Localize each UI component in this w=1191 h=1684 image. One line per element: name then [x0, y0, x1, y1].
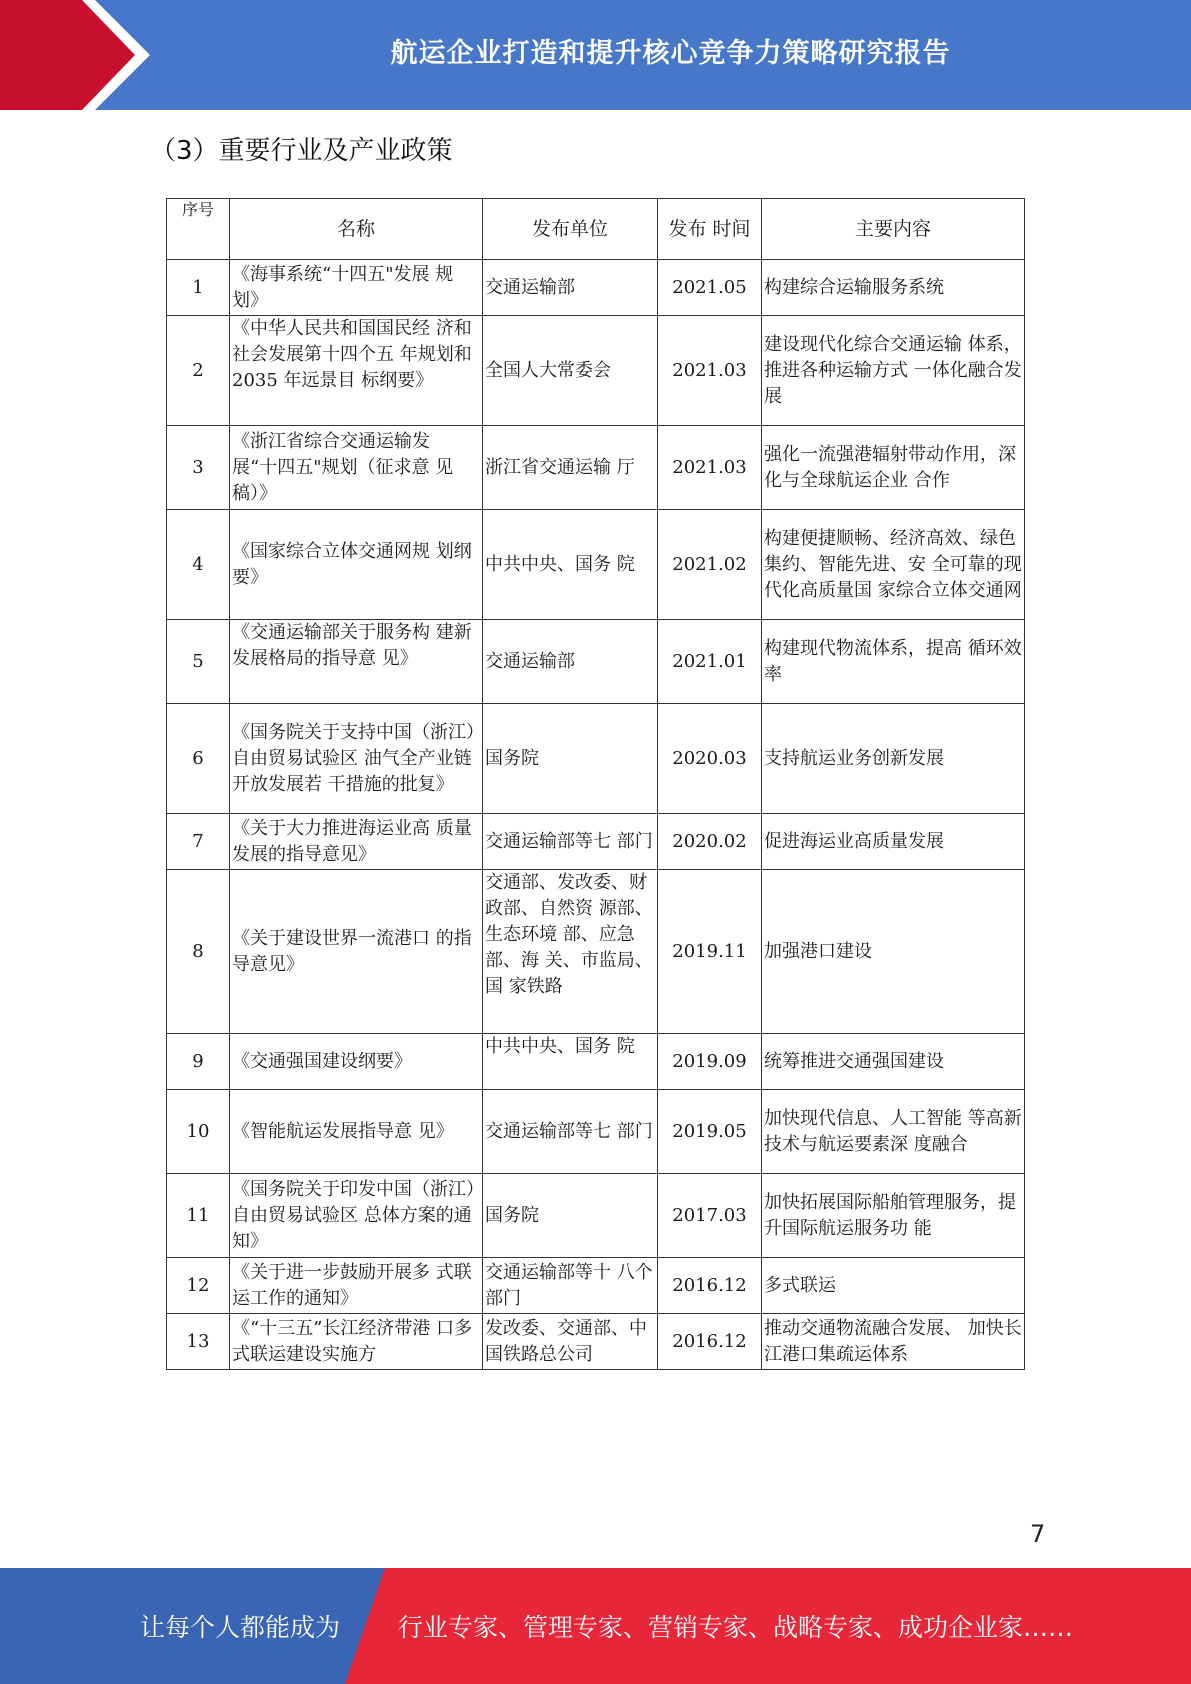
cell-name: 《交通强国建设纲要》	[230, 1034, 483, 1090]
cell-no: 4	[167, 510, 230, 620]
cell-name: 《海事系统“十四五"发展 规划》	[230, 260, 483, 316]
cell-publisher: 国务院	[483, 1174, 658, 1258]
cell-name: 《中华人民共和国国民经 济和社会发展第十四个五 年规划和 2035 年远景目 标纲要》	[230, 316, 483, 426]
footer-slogan-left: 让每个人都能成为	[140, 1613, 341, 1642]
cell-content: 建设现代化综合交通运输 体系，推进各种运输方式 一体化融合发展	[762, 316, 1025, 426]
cell-no: 8	[167, 870, 230, 1034]
table-row	[167, 814, 1025, 870]
report-title: 航运企业打造和提升核心竞争力策略研究报告	[390, 37, 951, 69]
cell-no: 2	[167, 316, 230, 426]
header-no: 序号	[167, 199, 230, 260]
cell-name: 《交通运输部关于服务构 建新发展格局的指导意 见》	[230, 620, 483, 704]
page-header	[0, 0, 1191, 110]
cell-publisher: 中共中央、国务 院	[483, 510, 658, 620]
cell-date: 2021.02	[658, 510, 762, 620]
header-publisher: 发布单位	[483, 199, 658, 260]
cell-content: 加强港口建设	[762, 870, 1025, 1034]
page-number: 7	[1030, 1520, 1046, 1548]
table-row	[167, 704, 1025, 814]
table-row	[167, 620, 1025, 704]
table-row	[167, 316, 1025, 426]
cell-publisher: 国务院	[483, 704, 658, 814]
cell-content: 促进海运业高质量发展	[762, 814, 1025, 870]
header-name: 名称	[230, 199, 483, 260]
cell-content: 强化一流强港辐射带动作用，深化与全球航运企业 合作	[762, 426, 1025, 510]
footer-slogan-right: 行业专家、管理专家、营销专家、战略专家、成功企业家……	[398, 1613, 1074, 1642]
cell-date: 2019.11	[658, 870, 762, 1034]
cell-content: 多式联运	[762, 1258, 1025, 1314]
cell-publisher: 交通运输部等七 部门	[483, 814, 658, 870]
cell-content: 构建综合运输服务系统	[762, 260, 1025, 316]
cell-publisher: 交通运输部	[483, 260, 658, 316]
cell-content: 支持航运业务创新发展	[762, 704, 1025, 814]
cell-content: 构建现代物流体系，提高 循环效率	[762, 620, 1025, 704]
cell-no: 11	[167, 1174, 230, 1258]
cell-no: 13	[167, 1314, 230, 1370]
cell-name: 《国务院关于支持中国（浙江）自由贸易试验区 油气全产业链开放发展若 干措施的批复》	[230, 704, 483, 814]
cell-date: 2021.03	[658, 426, 762, 510]
cell-name: 《国务院关于印发中国（浙江）自由贸易试验区 总体方案的通知》	[230, 1174, 483, 1258]
cell-no: 9	[167, 1034, 230, 1090]
page-footer	[0, 1568, 1191, 1684]
table-header-row	[167, 199, 1025, 260]
table-row	[167, 1314, 1025, 1370]
table-row	[167, 1258, 1025, 1314]
cell-no: 6	[167, 704, 230, 814]
cell-content: 构建便捷顺畅、经济高效、绿色集约、智能先进、安 全可靠的现代化高质量国 家综合立体交通网	[762, 510, 1025, 620]
cell-name: 《关于进一步鼓励开展多 式联运工作的通知》	[230, 1258, 483, 1314]
cell-publisher: 浙江省交通运输 厅	[483, 426, 658, 510]
policy-table	[166, 198, 1025, 1370]
cell-no: 7	[167, 814, 230, 870]
cell-name: 《浙江省综合交通运输发 展“十四五"规划（征求意 见稿）》	[230, 426, 483, 510]
header-content: 主要内容	[762, 199, 1025, 260]
header-date: 发布 时间	[658, 199, 762, 260]
cell-date: 2021.03	[658, 316, 762, 426]
cell-content: 统筹推进交通强国建设	[762, 1034, 1025, 1090]
cell-publisher: 交通运输部等七 部门	[483, 1090, 658, 1174]
section-heading: （3）重要行业及产业政策	[150, 136, 453, 166]
cell-no: 1	[167, 260, 230, 316]
table-row	[167, 1090, 1025, 1174]
cell-name: 《国家综合立体交通网规 划纲要》	[230, 510, 483, 620]
table-row	[167, 260, 1025, 316]
table-row	[167, 1034, 1025, 1090]
cell-publisher: 交通运输部	[483, 620, 658, 704]
cell-no: 3	[167, 426, 230, 510]
cell-date: 2019.05	[658, 1090, 762, 1174]
cell-name: 《关于大力推进海运业高 质量发展的指导意见》	[230, 814, 483, 870]
table-row	[167, 426, 1025, 510]
cell-date: 2021.05	[658, 260, 762, 316]
table-row	[167, 1174, 1025, 1258]
cell-content: 推动交通物流融合发展、 加快长江港口集疏运体系	[762, 1314, 1025, 1370]
cell-name: 《关于建设世界一流港口 的指导意见》	[230, 870, 483, 1034]
cell-publisher: 中共中央、国务 院	[483, 1034, 658, 1090]
cell-no: 10	[167, 1090, 230, 1174]
cell-publisher: 交通运输部等十 八个部门	[483, 1258, 658, 1314]
cell-date: 2016.12	[658, 1258, 762, 1314]
cell-publisher: 发改委、交通部、中国铁路总公司	[483, 1314, 658, 1370]
cell-date: 2019.09	[658, 1034, 762, 1090]
cell-date: 2016.12	[658, 1314, 762, 1370]
cell-date: 2020.02	[658, 814, 762, 870]
cell-name: 《智能航运发展指导意 见》	[230, 1090, 483, 1174]
cell-date: 2021.01	[658, 620, 762, 704]
table-row	[167, 510, 1025, 620]
cell-date: 2017.03	[658, 1174, 762, 1258]
cell-content: 加快拓展国际船舶管理服务，提升国际航运服务功 能	[762, 1174, 1025, 1258]
cell-publisher: 全国人大常委会	[483, 316, 658, 426]
table-row	[167, 870, 1025, 1034]
cell-no: 5	[167, 620, 230, 704]
cell-date: 2020.03	[658, 704, 762, 814]
cell-name: 《“十三五”长江经济带港 口多式联运建设实施方	[230, 1314, 483, 1370]
cell-no: 12	[167, 1258, 230, 1314]
cell-publisher: 交通部、发改委、财政部、自然资 源部、生态环境 部、应急部、海 关、市监局、国 家铁路	[483, 870, 658, 1034]
cell-content: 加快现代信息、人工智能 等高新技术与航运要素深 度融合	[762, 1090, 1025, 1174]
